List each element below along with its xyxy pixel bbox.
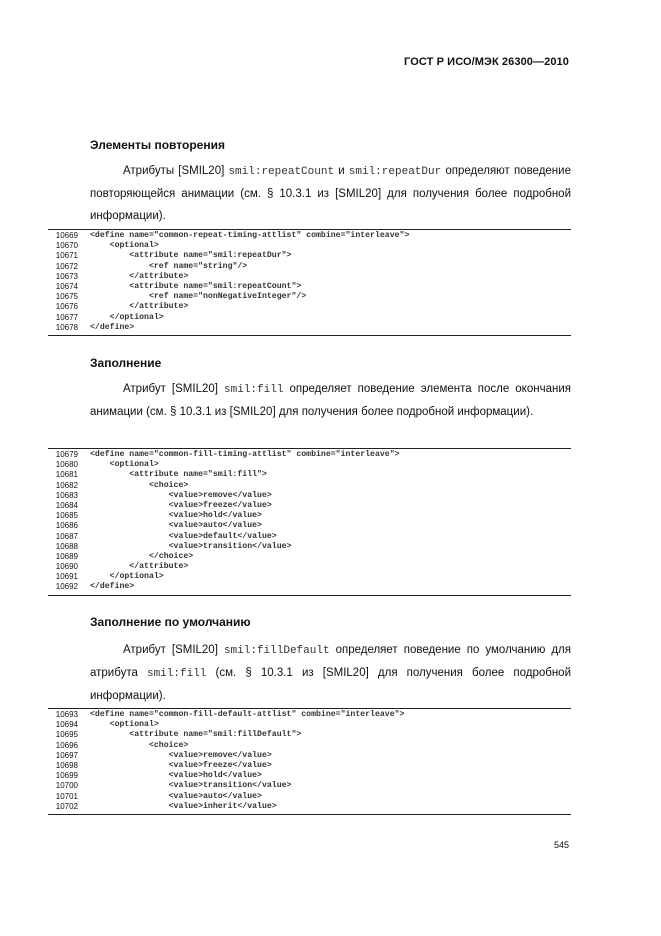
paragraph-text: (см. § 10.3.1 из [SMIL20] для получения более подробной информации). (90, 667, 571, 702)
line-number: 10680 (55, 460, 78, 470)
code-line (48, 552, 571, 562)
line-number: 10671 (55, 251, 78, 261)
code-line (48, 741, 571, 751)
paragraph-text: определяют поведение повторяющейся анимации (см. § 10.3.1 из [SMIL20] для получения более подробной информации). (90, 165, 571, 222)
code-line (48, 771, 571, 781)
code-text: <value>freeze</value> (90, 500, 272, 510)
line-number: 10683 (55, 490, 78, 500)
inline-code: smil:fill (224, 384, 284, 396)
paragraph-text: определяет поведение по умолчанию для атрибута (90, 644, 571, 679)
section-title-repeat: Элементы повторения (90, 138, 225, 152)
code-text: <choice> (90, 740, 189, 750)
line-number: 10682 (55, 480, 78, 490)
code-text: <ref name="nonNegativeInteger"/> (90, 292, 307, 302)
code-text: <value>remove</value> (90, 750, 272, 760)
line-number: 10693 (55, 710, 78, 719)
paragraph-text: Атрибуты [SMIL20] (123, 165, 229, 177)
code-text: <value>freeze</value> (90, 760, 272, 770)
code-line (48, 720, 571, 730)
code-text: </attribute> (90, 271, 189, 281)
line-number: 10701 (55, 791, 78, 801)
code-line (48, 272, 571, 282)
code-text: <value>auto</value> (90, 521, 262, 531)
code-line (48, 582, 571, 592)
line-number: 10688 (55, 541, 78, 551)
line-number: 10672 (55, 261, 78, 271)
code-text: </attribute> (90, 302, 189, 312)
code-text: <value>transition</value> (90, 781, 292, 791)
code-text: <attribute name="smil:repeatCount"> (90, 281, 302, 291)
line-number: 10690 (55, 562, 78, 572)
code-text: <optional> (90, 720, 159, 730)
code-line (48, 481, 571, 491)
code-text: </define> (90, 582, 135, 592)
section-paragraph-repeat (90, 160, 571, 227)
line-number: 10684 (55, 500, 78, 510)
line-number: 10687 (55, 531, 78, 541)
inline-code: smil:fill (146, 668, 207, 680)
code-text: <value>hold</value> (90, 511, 262, 521)
code-line (48, 572, 571, 582)
line-number: 10676 (55, 302, 78, 312)
code-line (48, 562, 571, 572)
code-line (48, 511, 571, 521)
line-number: 10695 (55, 730, 78, 740)
paragraph-text: Атрибут [SMIL20] (123, 644, 224, 656)
section-title-fill-default: Заполнение по умолчанию (90, 615, 251, 629)
code-text: <ref name="string"/> (90, 261, 248, 271)
code-line (48, 313, 571, 323)
code-line (48, 470, 571, 480)
page-number: 545 (553, 840, 569, 850)
code-line (48, 751, 571, 761)
line-number: 10696 (55, 740, 78, 750)
paragraph-text: определяет поведение элемента после окончания анимации (см. § 10.3.1 из [SMIL20] для получения более подробной информации). (90, 383, 571, 418)
line-number: 10700 (55, 781, 78, 791)
line-number: 10697 (55, 750, 78, 760)
code-text: </optional> (90, 312, 164, 322)
code-line (48, 521, 571, 531)
code-text: <value>inherit</value> (90, 801, 277, 811)
code-listing-repeat (48, 229, 571, 336)
code-text: <value>default</value> (90, 531, 277, 541)
inline-code: smil:fillDefault (223, 645, 330, 657)
line-number: 10669 (55, 231, 78, 240)
code-listing-fill-default (48, 708, 571, 815)
line-number: 10674 (55, 281, 78, 291)
paragraph-text: и (334, 165, 349, 177)
line-number: 10678 (55, 322, 78, 332)
code-text: <optional> (90, 460, 159, 470)
line-number: 10692 (55, 582, 78, 592)
code-text: <value>remove</value> (90, 490, 272, 500)
code-line (48, 802, 571, 812)
code-text: <attribute name="smil:repeatDur"> (90, 251, 292, 261)
code-text: <define name="common-fill-default-attlist" combine="interleave"> (90, 710, 405, 719)
code-text: <attribute name="smil:fillDefault"> (90, 730, 302, 740)
inline-code: smil:repeatDur (348, 166, 442, 178)
code-line (48, 292, 571, 302)
code-text: </define> (90, 322, 135, 332)
line-number: 10685 (55, 511, 78, 521)
code-line (48, 501, 571, 511)
code-line (48, 231, 571, 241)
code-line (48, 792, 571, 802)
code-text: <optional> (90, 241, 159, 251)
code-text: <attribute name="smil:fill"> (90, 470, 267, 480)
line-number: 10679 (55, 450, 78, 459)
code-line (48, 450, 571, 460)
code-line (48, 542, 571, 552)
section-title-fill: Заполнение (90, 356, 162, 370)
code-text: <value>auto</value> (90, 791, 262, 801)
code-listing-fill (48, 448, 571, 596)
code-line (48, 241, 571, 251)
line-number: 10694 (55, 720, 78, 730)
section-paragraph-fill-default (90, 639, 571, 707)
code-line (48, 710, 571, 720)
code-text: <define name="common-fill-timing-attlist" combine="interleave"> (90, 450, 400, 459)
line-number: 10699 (55, 771, 78, 781)
code-line (48, 323, 571, 333)
code-line (48, 491, 571, 501)
line-number: 10702 (55, 801, 78, 811)
inline-code: smil:repeatCount (228, 166, 335, 178)
code-line (48, 302, 571, 312)
line-number: 10673 (55, 271, 78, 281)
code-line (48, 262, 571, 272)
code-text: <define name="common-repeat-timing-attlist" combine="interleave"> (90, 231, 410, 240)
code-text: <choice> (90, 480, 189, 490)
line-number: 10686 (55, 521, 78, 531)
line-number: 10691 (55, 572, 78, 582)
line-number: 10698 (55, 760, 78, 770)
code-line (48, 781, 571, 791)
section-paragraph-fill (90, 378, 571, 423)
code-line (48, 251, 571, 261)
line-number: 10675 (55, 292, 78, 302)
code-line (48, 761, 571, 771)
code-line (48, 730, 571, 740)
paragraph-text: Атрибут [SMIL20] (123, 383, 225, 395)
code-text: </choice> (90, 551, 194, 561)
document-header: ГОСТ Р ИСО/МЭК 26300—2010 (404, 56, 569, 68)
line-number: 10689 (55, 551, 78, 561)
line-number: 10670 (55, 241, 78, 251)
code-line (48, 460, 571, 470)
code-line (48, 282, 571, 292)
code-text: </attribute> (90, 562, 189, 572)
code-text: <value>transition</value> (90, 541, 292, 551)
code-text: <value>hold</value> (90, 771, 262, 781)
code-line (48, 532, 571, 542)
line-number: 10677 (55, 312, 78, 322)
code-text: </optional> (90, 572, 164, 582)
line-number: 10681 (55, 470, 78, 480)
